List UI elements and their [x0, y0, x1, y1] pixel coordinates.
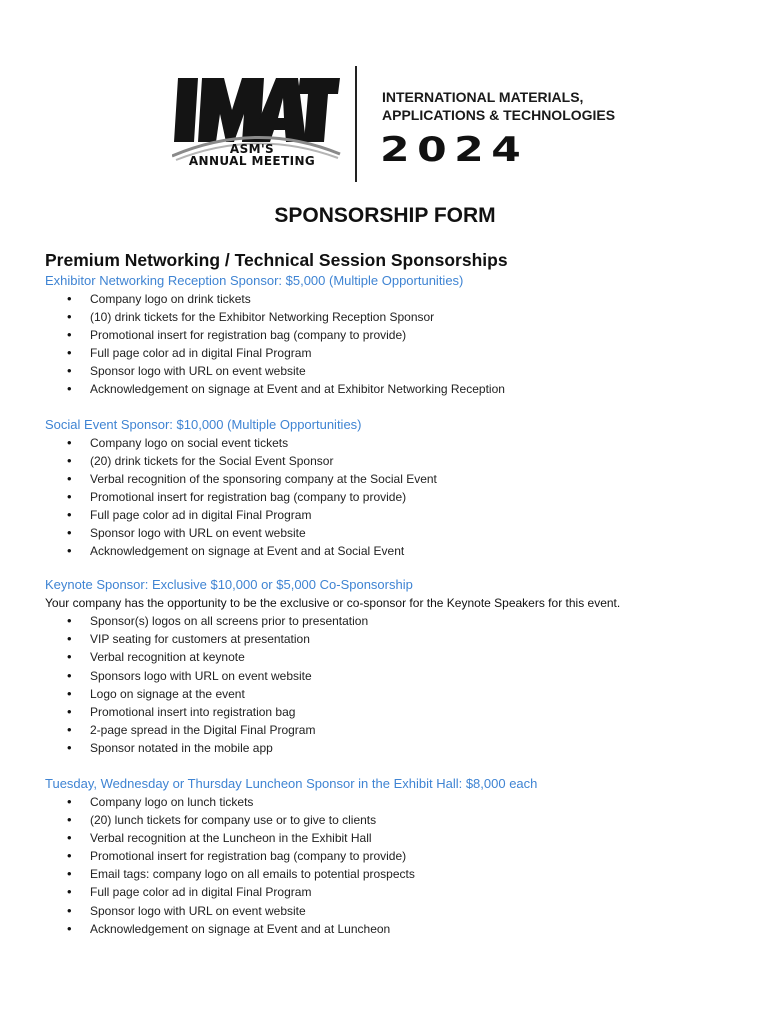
- benefit-item: • Company logo on lunch tickets: [45, 793, 745, 811]
- package-title: Social Event Sponsor: $10,000 (Multiple Opportunities): [45, 416, 362, 432]
- benefit-item: • Verbal recognition of the sponsoring company at the Social Event: [45, 470, 745, 488]
- package-luncheon: [45, 775, 745, 938]
- benefit-item: • Acknowledgement on signage at Event and at Social Event: [45, 542, 745, 560]
- benefit-item: • Promotional insert for registration bag (company to provide): [45, 488, 745, 506]
- benefit-item: • (20) drink tickets for the Social Event Sponsor: [45, 452, 745, 470]
- section-heading: Premium Networking / Technical Session Sponsorships: [45, 250, 508, 270]
- benefit-item: • Email tags: company logo on all emails to potential prospects: [45, 865, 745, 883]
- benefit-item: • 2-page spread in the Digital Final Program: [45, 721, 745, 739]
- benefit-item: • Verbal recognition at the Luncheon in the Exhibit Hall: [45, 829, 745, 847]
- benefit-item: • Promotional insert for registration bag (company to provide): [45, 326, 745, 344]
- benefit-item: • Promotional insert for registration bag (company to provide): [45, 847, 745, 865]
- benefit-item: • Promotional insert into registration bag: [45, 703, 745, 721]
- package-description: Your company has the opportunity to be the exclusive or co-sponsor for the Keynote Speakers for this event.: [45, 596, 621, 611]
- benefit-list: [45, 434, 745, 561]
- organization-name-line2: APPLICATIONS & TECHNOLOGIES: [382, 107, 616, 123]
- benefit-item: • Acknowledgement on signage at Event and at Luncheon: [45, 920, 745, 938]
- benefit-item: • Full page color ad in digital Final Program: [45, 506, 745, 524]
- organization-name: [382, 88, 615, 124]
- benefit-item: • Sponsor logo with URL on event website: [45, 902, 745, 920]
- package-title: Tuesday, Wednesday or Thursday Luncheon Sponsor in the Exhibit Hall: $8,000 each: [45, 775, 538, 791]
- benefit-item: • Sponsors logo with URL on event website: [45, 667, 745, 685]
- benefit-list: [45, 290, 745, 399]
- benefit-item: • (20) lunch tickets for company use or to give to clients: [45, 811, 745, 829]
- package-social-event: [45, 416, 745, 561]
- benefit-item: • Acknowledgement on signage at Event and at Exhibitor Networking Reception: [45, 380, 745, 398]
- header-divider: [355, 66, 357, 182]
- package-keynote: [45, 576, 745, 757]
- page-title: SPONSORSHIP FORM: [274, 204, 496, 227]
- benefit-item: • VIP seating for customers at presentation: [45, 630, 745, 648]
- package-title: Exhibitor Networking Reception Sponsor: $5,000 (Multiple Opportunities): [45, 273, 464, 288]
- benefit-item: • (10) drink tickets for the Exhibitor Networking Reception Sponsor: [45, 308, 745, 326]
- sponsorship-content: [45, 248, 745, 938]
- document-header: [0, 0, 770, 200]
- organization-name-line1: INTERNATIONAL MATERIALS,: [382, 89, 584, 105]
- benefit-item: • Sponsor(s) logos on all screens prior to presentation: [45, 612, 745, 630]
- benefit-item: • Logo on signage at the event: [45, 685, 745, 703]
- package-title: Keynote Sponsor: Exclusive $10,000 or $5,000 Co-Sponsorship: [45, 577, 413, 593]
- benefit-item: • Full page color ad in digital Final Program: [45, 883, 745, 901]
- benefit-item: • Company logo on drink tickets: [45, 290, 745, 308]
- benefit-item: • Full page color ad in digital Final Program: [45, 344, 745, 362]
- logo-tagline-line1: ASM'S: [229, 142, 275, 156]
- logo-tagline-line2: ANNUAL MEETING: [188, 154, 316, 168]
- benefit-item: • Company logo on social event tickets: [45, 434, 745, 452]
- benefit-item: • Sponsor notated in the mobile app: [45, 739, 745, 757]
- benefit-item: • Sponsor logo with URL on event website: [45, 524, 745, 542]
- package-exhibitor-reception: [45, 272, 745, 399]
- benefit-item: • Sponsor logo with URL on event website: [45, 362, 745, 380]
- benefit-list: [45, 793, 745, 938]
- event-year: 2024: [380, 130, 529, 170]
- logo-tagline: [166, 143, 338, 167]
- benefit-item: • Verbal recognition at keynote: [45, 648, 745, 666]
- benefit-list: [45, 612, 745, 757]
